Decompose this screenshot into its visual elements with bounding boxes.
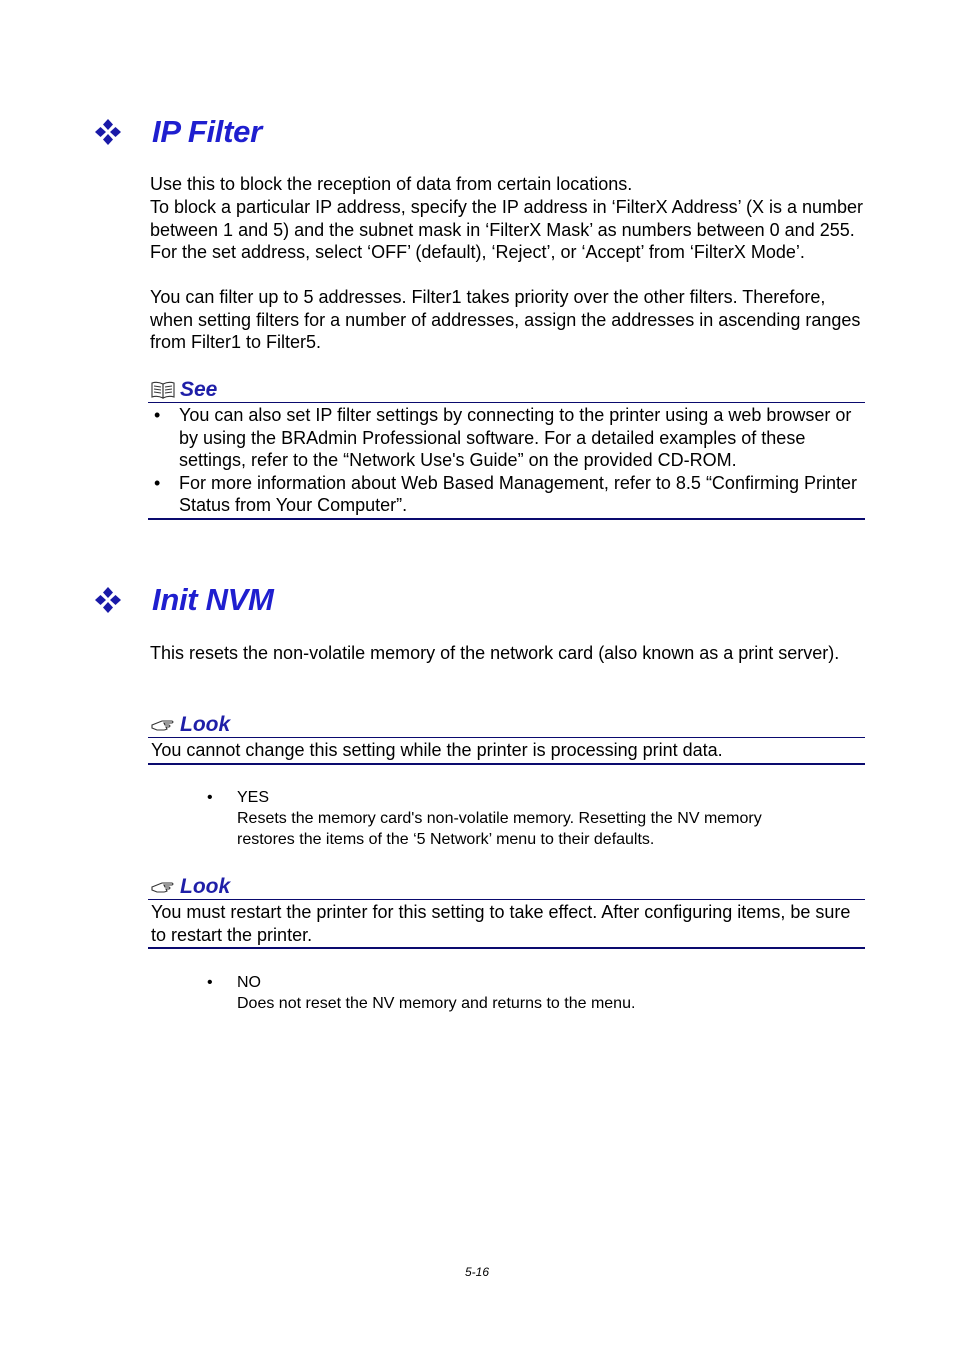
page-number: 5-16 xyxy=(464,1265,490,1279)
heading-title: Init NVM xyxy=(152,582,274,617)
list-item: • For more information about Web Based Management, refer to 8.5 “Confirming Printer Status from Your Computer”. xyxy=(154,472,857,516)
option-description: Resets the memory card's non-volatile memory. Resetting the NV memory xyxy=(237,810,762,827)
heading-title: IP Filter xyxy=(152,114,262,149)
list-item: • You can also set IP filter settings by connecting to the printer using a web browser or by using the BRAdmin Professional software. For a detailed examples of these settings, refer to the “Network Use's Guide” on the provided CD-ROM. xyxy=(154,405,852,471)
look-note xyxy=(148,711,865,765)
option-name: YES xyxy=(237,789,270,806)
option-description: restores the items of the ‘5 Network’ menu to their defaults. xyxy=(237,831,655,848)
paragraph: Use this to block the reception of data from certain locations. xyxy=(150,174,633,194)
note-label: Look xyxy=(180,875,231,898)
option-no: • NO Does not reset the NV memory and returns to the menu. xyxy=(207,972,847,1014)
diamonds-bullet-icon xyxy=(94,118,122,146)
pointing-hand-icon xyxy=(150,878,176,896)
book-icon xyxy=(150,381,176,399)
heading-init-nvm xyxy=(94,582,274,618)
paragraph: To block a particular IP address, specify the IP address in ‘FilterX Address’ (X is a number between 1 and 5) and the subnet mask in ‘FilterX Mask’ as numbers between 0 and 255. For the set address, select ‘OFF’ (default), ‘Reject’, or ‘Accept’ from ‘FilterX Mode’. xyxy=(150,197,863,263)
diamonds-bullet-icon xyxy=(94,586,122,614)
note-body xyxy=(148,403,865,520)
option-name: NO xyxy=(237,974,261,991)
note-body: You must restart the printer for this setting to take effect. After configuring items, be sure to restart the printer. xyxy=(148,900,865,949)
option-description: Does not reset the NV memory and returns to the menu. xyxy=(237,995,636,1012)
note-label: See xyxy=(180,378,218,401)
option-yes: • YES Resets the memory card's non-volatile memory. Resetting the NV memory restores the items of the ‘5 Network’ menu to their defaults. xyxy=(207,787,847,850)
note-header xyxy=(148,376,865,403)
heading-ip-filter xyxy=(94,114,262,150)
paragraph: This resets the non-volatile memory of the network card (also known as a print server). xyxy=(150,643,840,663)
note-body: You cannot change this setting while the printer is processing print data. xyxy=(148,738,865,765)
look-note xyxy=(148,873,865,949)
note-header xyxy=(148,711,865,738)
paragraph: You can filter up to 5 addresses. Filter1 takes priority over the other filters. Therefore, when setting filters for a number of addresses, assign the addresses in ascending ranges from Filter1 to Filter5. xyxy=(150,287,861,353)
pointing-hand-icon xyxy=(150,716,176,734)
note-label: Look xyxy=(180,713,231,736)
note-header xyxy=(148,873,865,900)
see-note xyxy=(148,376,865,520)
